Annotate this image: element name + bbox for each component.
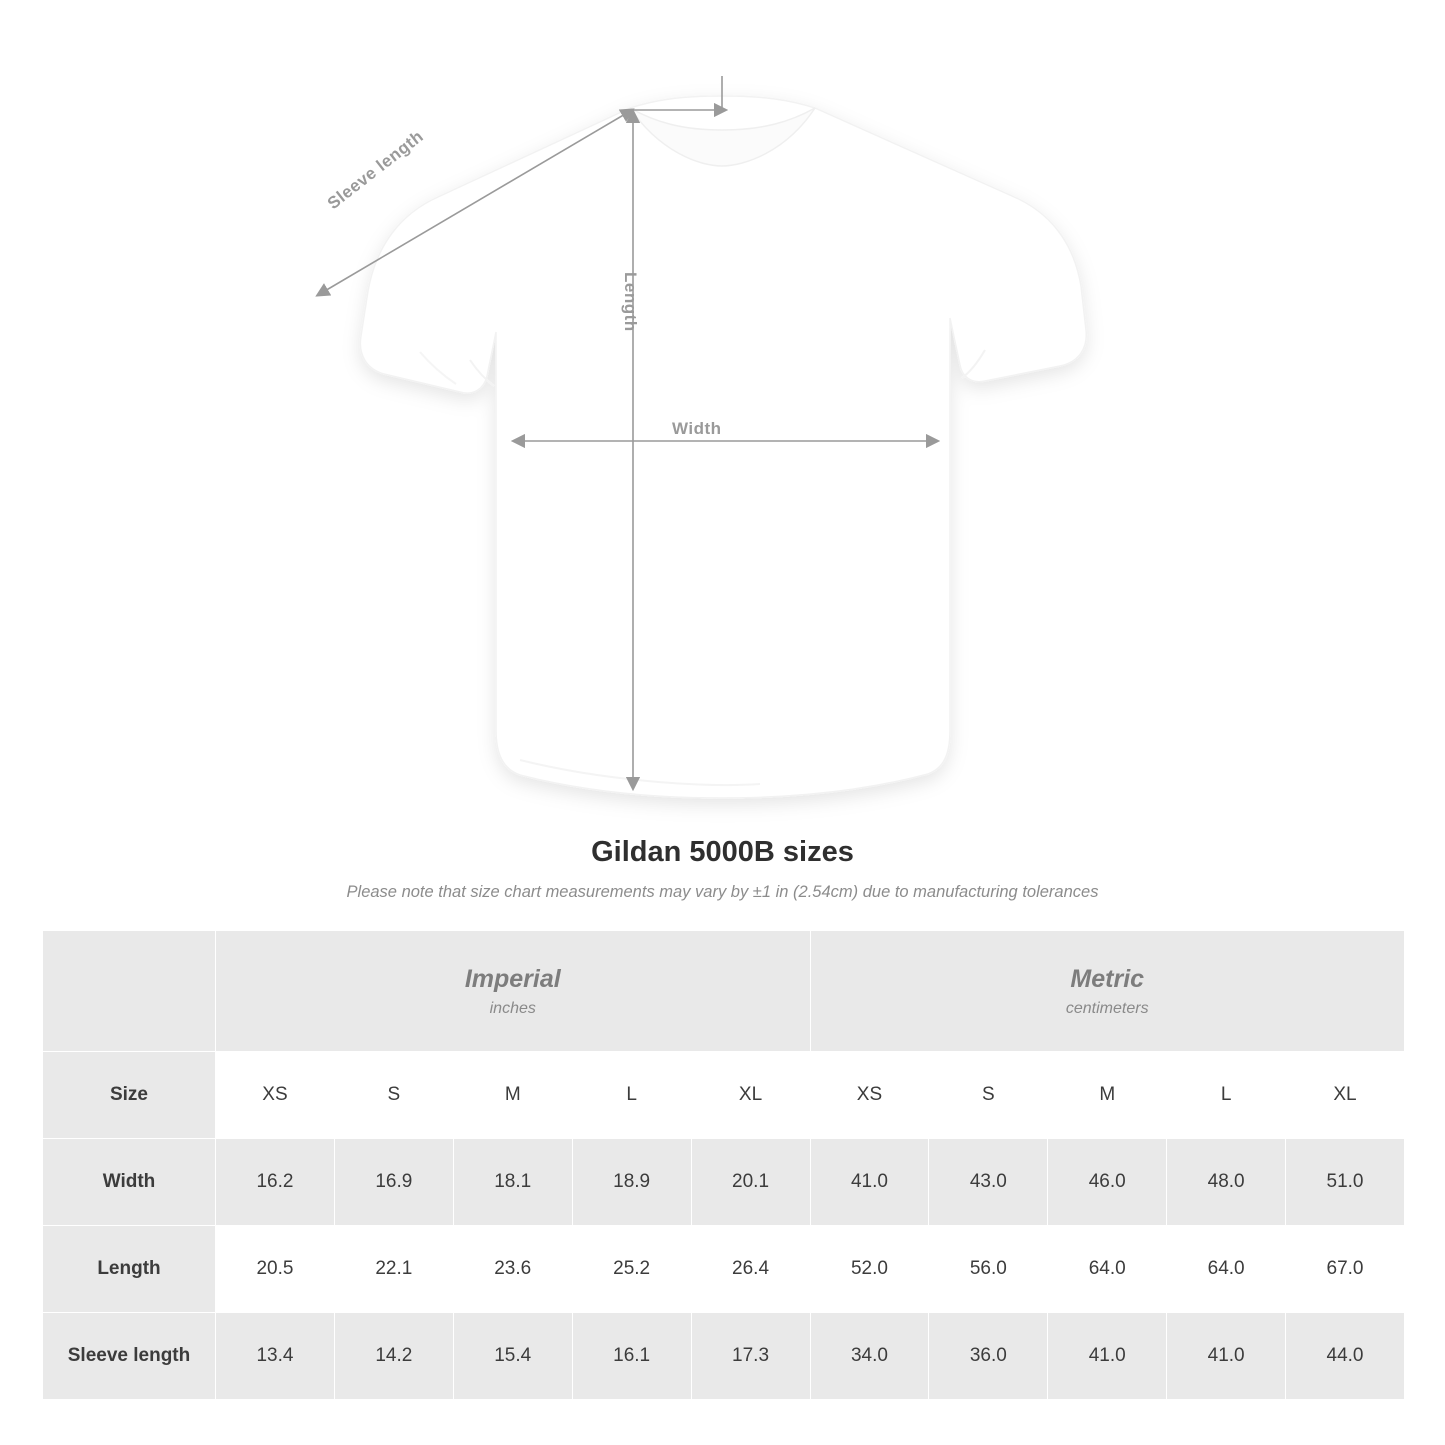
size-header-row xyxy=(43,1052,1405,1139)
size-col-metric-xs: XS xyxy=(810,1052,929,1139)
unit-header-blank xyxy=(43,931,216,1052)
table-row xyxy=(43,1313,1405,1400)
row-label-sleeve-length: Sleeve length xyxy=(43,1313,216,1400)
cell-width-metric-s: 43.0 xyxy=(929,1139,1048,1226)
size-col-imperial-xl: XL xyxy=(691,1052,810,1139)
cell-sleeve-metric-s: 36.0 xyxy=(929,1313,1048,1400)
cell-sleeve-imperial-xs: 13.4 xyxy=(216,1313,335,1400)
cell-sleeve-metric-l: 41.0 xyxy=(1167,1313,1286,1400)
cell-length-imperial-l: 25.2 xyxy=(572,1226,691,1313)
cell-sleeve-imperial-xl: 17.3 xyxy=(691,1313,810,1400)
row-label-length: Length xyxy=(43,1226,216,1313)
imperial-label: Imperial xyxy=(464,965,561,994)
tshirt-shape xyxy=(360,96,1086,798)
unit-header-metric xyxy=(810,931,1404,1052)
cell-length-metric-xs: 52.0 xyxy=(810,1226,929,1313)
cell-length-metric-m: 64.0 xyxy=(1048,1226,1167,1313)
size-table xyxy=(42,930,1405,1400)
cell-width-metric-xl: 51.0 xyxy=(1286,1139,1405,1226)
page-title: Gildan 5000B sizes xyxy=(591,836,854,868)
imperial-unit: inches xyxy=(489,999,536,1017)
row-label-width: Width xyxy=(43,1139,216,1226)
table-row xyxy=(43,1226,1405,1313)
cell-sleeve-imperial-m: 15.4 xyxy=(453,1313,572,1400)
tolerance-note: Please note that size chart measurements may vary by ±1 in (2.54cm) due to manufacturing tolerances xyxy=(346,883,1099,901)
cell-width-imperial-s: 16.9 xyxy=(334,1139,453,1226)
length-label: Length xyxy=(621,272,640,332)
size-header-cell: Size xyxy=(43,1052,216,1139)
cell-width-imperial-m: 18.1 xyxy=(453,1139,572,1226)
cell-sleeve-imperial-l: 16.1 xyxy=(572,1313,691,1400)
cell-width-metric-l: 48.0 xyxy=(1167,1139,1286,1226)
size-col-imperial-xs: XS xyxy=(216,1052,335,1139)
cell-width-imperial-xs: 16.2 xyxy=(216,1139,335,1226)
size-col-imperial-m: M xyxy=(453,1052,572,1139)
unit-header-row xyxy=(43,931,1405,1052)
cell-length-imperial-xs: 20.5 xyxy=(216,1226,335,1313)
sleeve-length-label: Sleeve length xyxy=(323,126,428,214)
size-col-metric-l: L xyxy=(1167,1052,1286,1139)
cell-length-imperial-m: 23.6 xyxy=(453,1226,572,1313)
cell-length-metric-s: 56.0 xyxy=(929,1226,1048,1313)
cell-sleeve-imperial-s: 14.2 xyxy=(334,1313,453,1400)
cell-sleeve-metric-xs: 34.0 xyxy=(810,1313,929,1400)
size-col-metric-m: M xyxy=(1048,1052,1167,1139)
size-col-metric-xl: XL xyxy=(1286,1052,1405,1139)
unit-header-imperial xyxy=(216,931,811,1052)
size-table-wrapper xyxy=(42,930,1403,1400)
cell-width-metric-m: 46.0 xyxy=(1048,1139,1167,1226)
table-row xyxy=(43,1139,1405,1226)
cell-width-imperial-l: 18.9 xyxy=(572,1139,691,1226)
cell-length-imperial-s: 22.1 xyxy=(334,1226,453,1313)
size-col-metric-s: S xyxy=(929,1052,1048,1139)
cell-length-metric-xl: 67.0 xyxy=(1286,1226,1405,1313)
cell-width-metric-xs: 41.0 xyxy=(810,1139,929,1226)
cell-length-imperial-xl: 26.4 xyxy=(691,1226,810,1313)
size-col-imperial-l: L xyxy=(572,1052,691,1139)
size-col-imperial-s: S xyxy=(334,1052,453,1139)
metric-unit: centimeters xyxy=(1065,999,1149,1017)
cell-length-metric-l: 64.0 xyxy=(1167,1226,1286,1313)
cell-width-imperial-xl: 20.1 xyxy=(691,1139,810,1226)
cell-sleeve-metric-m: 41.0 xyxy=(1048,1313,1167,1400)
chart-heading xyxy=(0,836,1445,902)
metric-label: Metric xyxy=(1070,965,1145,994)
width-label: Width xyxy=(672,419,722,438)
cell-sleeve-metric-xl: 44.0 xyxy=(1286,1313,1405,1400)
